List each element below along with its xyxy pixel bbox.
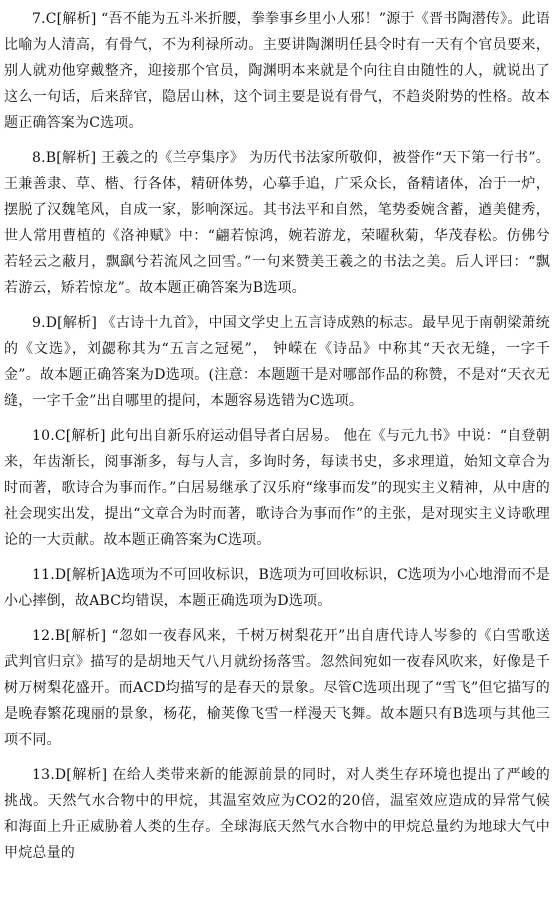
answer-explanation-8: 8.B[解析] 王羲之的《兰亭集序》 为历代书法家所敬仰，被誉作“天下第一行书”。王兼善隶、草、楷、行各体，精研体势，心摹手追，广采众长，备精诸体，冶于一炉，摆脱了汉魏笔风，自成一家，影响深远。其书法平和自然，笔势委婉含蓄，遒美健秀，世人常用曹植的《洛神赋》中：“翩若惊鸿，婉若游龙，荣曜秋菊，华茂春松。仿佛兮若轻云之蔽月，飘飖兮若流风之回雪。”一句来赞美王羲之的书法之美。后人评曰：“飘若游云，矫若惊龙”。故本题正确答案为B选项。	[4, 150, 550, 296]
answer-explanation-7: 7.C[解析] “吾不能为五斗米折腰，拳拳事乡里小人邪！”源于《晋书陶潜传》。此语比喻为人清高，有骨气，不为利禄所动。主要讲陶渊明任县令时有一天有个官员要来，别人就劝他穿戴整齐，迎接那个官员，陶渊明本来就是个向往自由随性的人，就说出了这么一句话，后来辞官，隐居山林，这个词主要是说有骨气，不趋炎附势的性格。故本题正确答案为C选项。	[4, 11, 550, 131]
answer-explanation-10: 10.C[解析] 此句出自新乐府运动倡导者白居易。 他在《与元九书》中说：“自登朝来，年齿渐长，阅事渐多，每与人言，多询时务，每读书史，多求理道，始知文章合为时而著，歌诗合为事而作。”白居易继承了汉乐府“缘事而发”的现实主义精神，从中唐的社会现实出发，提出“文章合为时而著，歌诗合为事而作”的主张，是对现实主义诗歌理论的一大贡献。故本题正确答案为C选项。	[4, 428, 550, 548]
answer-explanation-11: 11.D[解析]A选项为不可回收标识，B选项为可回收标识，C选项为小心地滑而不是小心摔倒，故ABC均错误，本题正确选项为D选项。	[4, 567, 550, 609]
answer-explanation-13: 13.D[解析] 在给人类带来新的能源前景的同时，对人类生存环境也提出了严峻的挑战。天然气水合物中的甲烷，其温室效应为CO2的20倍，温室效应造成的异常气候和海面上升正威胁着人类的生存。全球海底天然气水合物中的甲烷总量约为地球大气中甲烷总量的	[4, 767, 550, 861]
answer-explanation-9: 9.D[解析] 《古诗十九首》，中国文学史上五言诗成熟的标志。最早见于南朝梁萧统的《文选》，刘勰称其为“五言之冠冕”， 钟嵘在《诗品》中称其“天衣无缝，一字千金”。故本题正确答案为D选项。(注意：本题题干是对哪部作品的称赞，不是对“天衣无缝，一字千金”出自哪里的提问，本题容易选错为C选项。	[4, 315, 550, 409]
answer-explanation-12: 12.B[解析] “忽如一夜春风来，千树万树梨花开”出自唐代诗人岑参的《白雪歌送武判官归京》描写的是胡地天气八月就纷扬落雪。忽然间宛如一夜春风吹来，好像是千树万树梨花盛开。而ACD均描写的是春天的景象。尽管C选项出现了“雪飞”但它描写的是晚春繁花瑰丽的景象，杨花，榆荚像飞雪一样漫天飞舞。故本题只有B选项与其他三项不同。	[4, 628, 550, 748]
